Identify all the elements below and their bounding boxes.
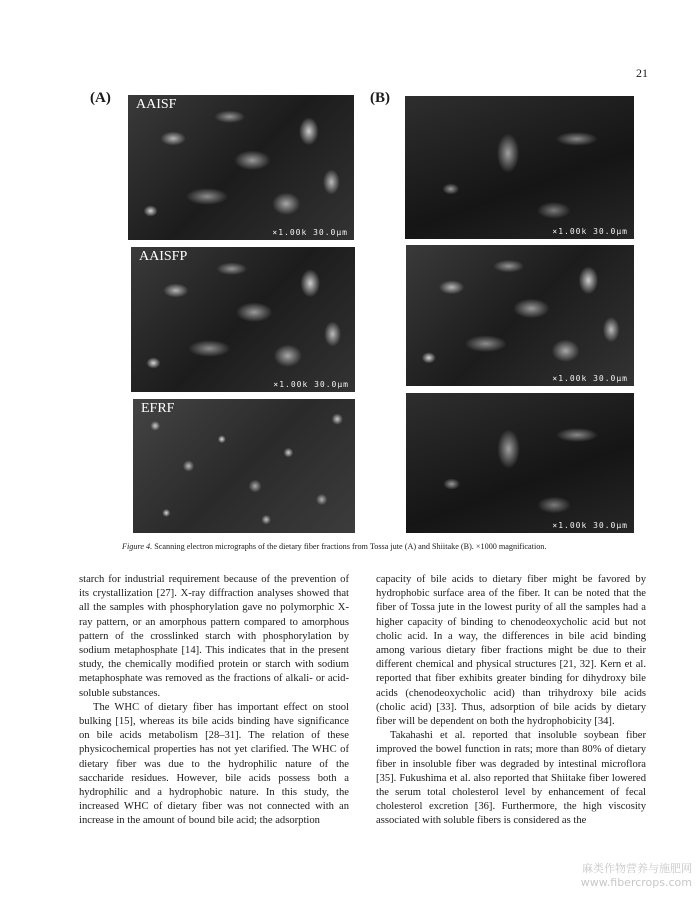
caption-text: Scanning electron micrographs of the dietary fiber fractions from Tossa jute (A) and Shiitake (B). ×1000 magnification. bbox=[154, 542, 547, 551]
left-column bbox=[79, 573, 349, 829]
sem-image-b3 bbox=[406, 393, 634, 533]
sem-image-b2 bbox=[406, 245, 634, 386]
watermark bbox=[581, 862, 692, 890]
sem-image-aaisfp bbox=[131, 247, 355, 392]
sem-scale-bar: ×1.00k 30.0μm bbox=[552, 374, 628, 383]
page-number: 21 bbox=[636, 66, 648, 80]
sem-scale-bar: ×1.00k 30.0μm bbox=[552, 521, 628, 530]
sem-sample-label: EFRF bbox=[141, 401, 175, 416]
sem-image-b1 bbox=[405, 96, 634, 239]
sem-sample-label: AAISF bbox=[136, 97, 177, 112]
paragraph: Takahashi et al. reported that insoluble soybean fiber improved the bowel function in rats; more than 80% of dietary fiber in insoluble fiber was degraded by intestinal microflora [35]. Fukushima et al. also reported that Shiitake fiber lowered the serum total cholesterol level by enhancement of fecal cholesterol excretion [36]. Furthermore, the high viscosity associated with soluble fibers is considered as the bbox=[376, 730, 646, 827]
sem-scale-bar: ×1.00k 30.0μm bbox=[272, 228, 348, 237]
watermark-line: www.fibercrops.com bbox=[580, 876, 692, 889]
paragraph: The WHC of dietary fiber has important effect on stool bulking [15], whereas its bile acids binding have significance on bile acids metabolism [28–31]. The relation of these physicochemical properties has not yet clarified. The WHC of dietary fiber was due to the hydrophilic nature of the saccharide residues. However, bile acids possess both a hydrophilic and a hydrophobic nature. In this study, the increased WHC of dietary fiber was not connected with an increase in the amount of bound bile acid; the adsorption bbox=[79, 701, 349, 827]
sem-image-aaisf bbox=[128, 95, 354, 240]
paragraph: starch for industrial requirement because of the prevention of its crystallization [27]. X-ray diffraction analyses showed that all the samples with phosphorylation gave no polymorphic X-ray pattern, or an amorphous pattern compared to amorphous pattern of the crosslinked starch with phosphorylation by sodium metaphosphate [14]. This indicates that in the present study, the chemically modified protein or starch with sodium metaphosphate was removed as the fractions of alkali- or acid-soluble substances. bbox=[79, 574, 349, 699]
panel-a-label: (A) bbox=[90, 90, 111, 106]
panel-b-label: (B) bbox=[370, 90, 390, 106]
caption-lead: Figure 4. bbox=[122, 542, 153, 551]
right-column bbox=[376, 573, 646, 829]
sem-scale-bar: ×1.00k 30.0μm bbox=[273, 380, 349, 389]
paragraph: capacity of bile acids to dietary fiber might be favored by hydrophobic surface area of the fiber. It can be noted that the fiber of Tossa jute in the lowest purity of all the samples had a higher capacity of binding to chenodeoxycholic acid but not cholic acid. In a way, the differences in bile acid binding among various dietary fiber fractions might be due to their different chemical and physical structures [21, 32]. Kern et al. reported that fiber exhibits greater binding for dihydroxy bile acids (chenodeoxycholic acid) than trihydroxy bile acids (cholic acid) [33]. Thus, adsorption of bile acids by dietary fiber will be dependent on both the hydrophobicity [34]. bbox=[376, 574, 646, 728]
sem-scale-bar: ×1.00k 30.0μm bbox=[552, 227, 628, 236]
figure-caption bbox=[122, 542, 622, 551]
sem-image-efrf bbox=[133, 399, 355, 533]
sem-sample-label: AAISFP bbox=[139, 249, 188, 264]
watermark-line: 麻类作物营养与施肥网 bbox=[582, 862, 692, 875]
